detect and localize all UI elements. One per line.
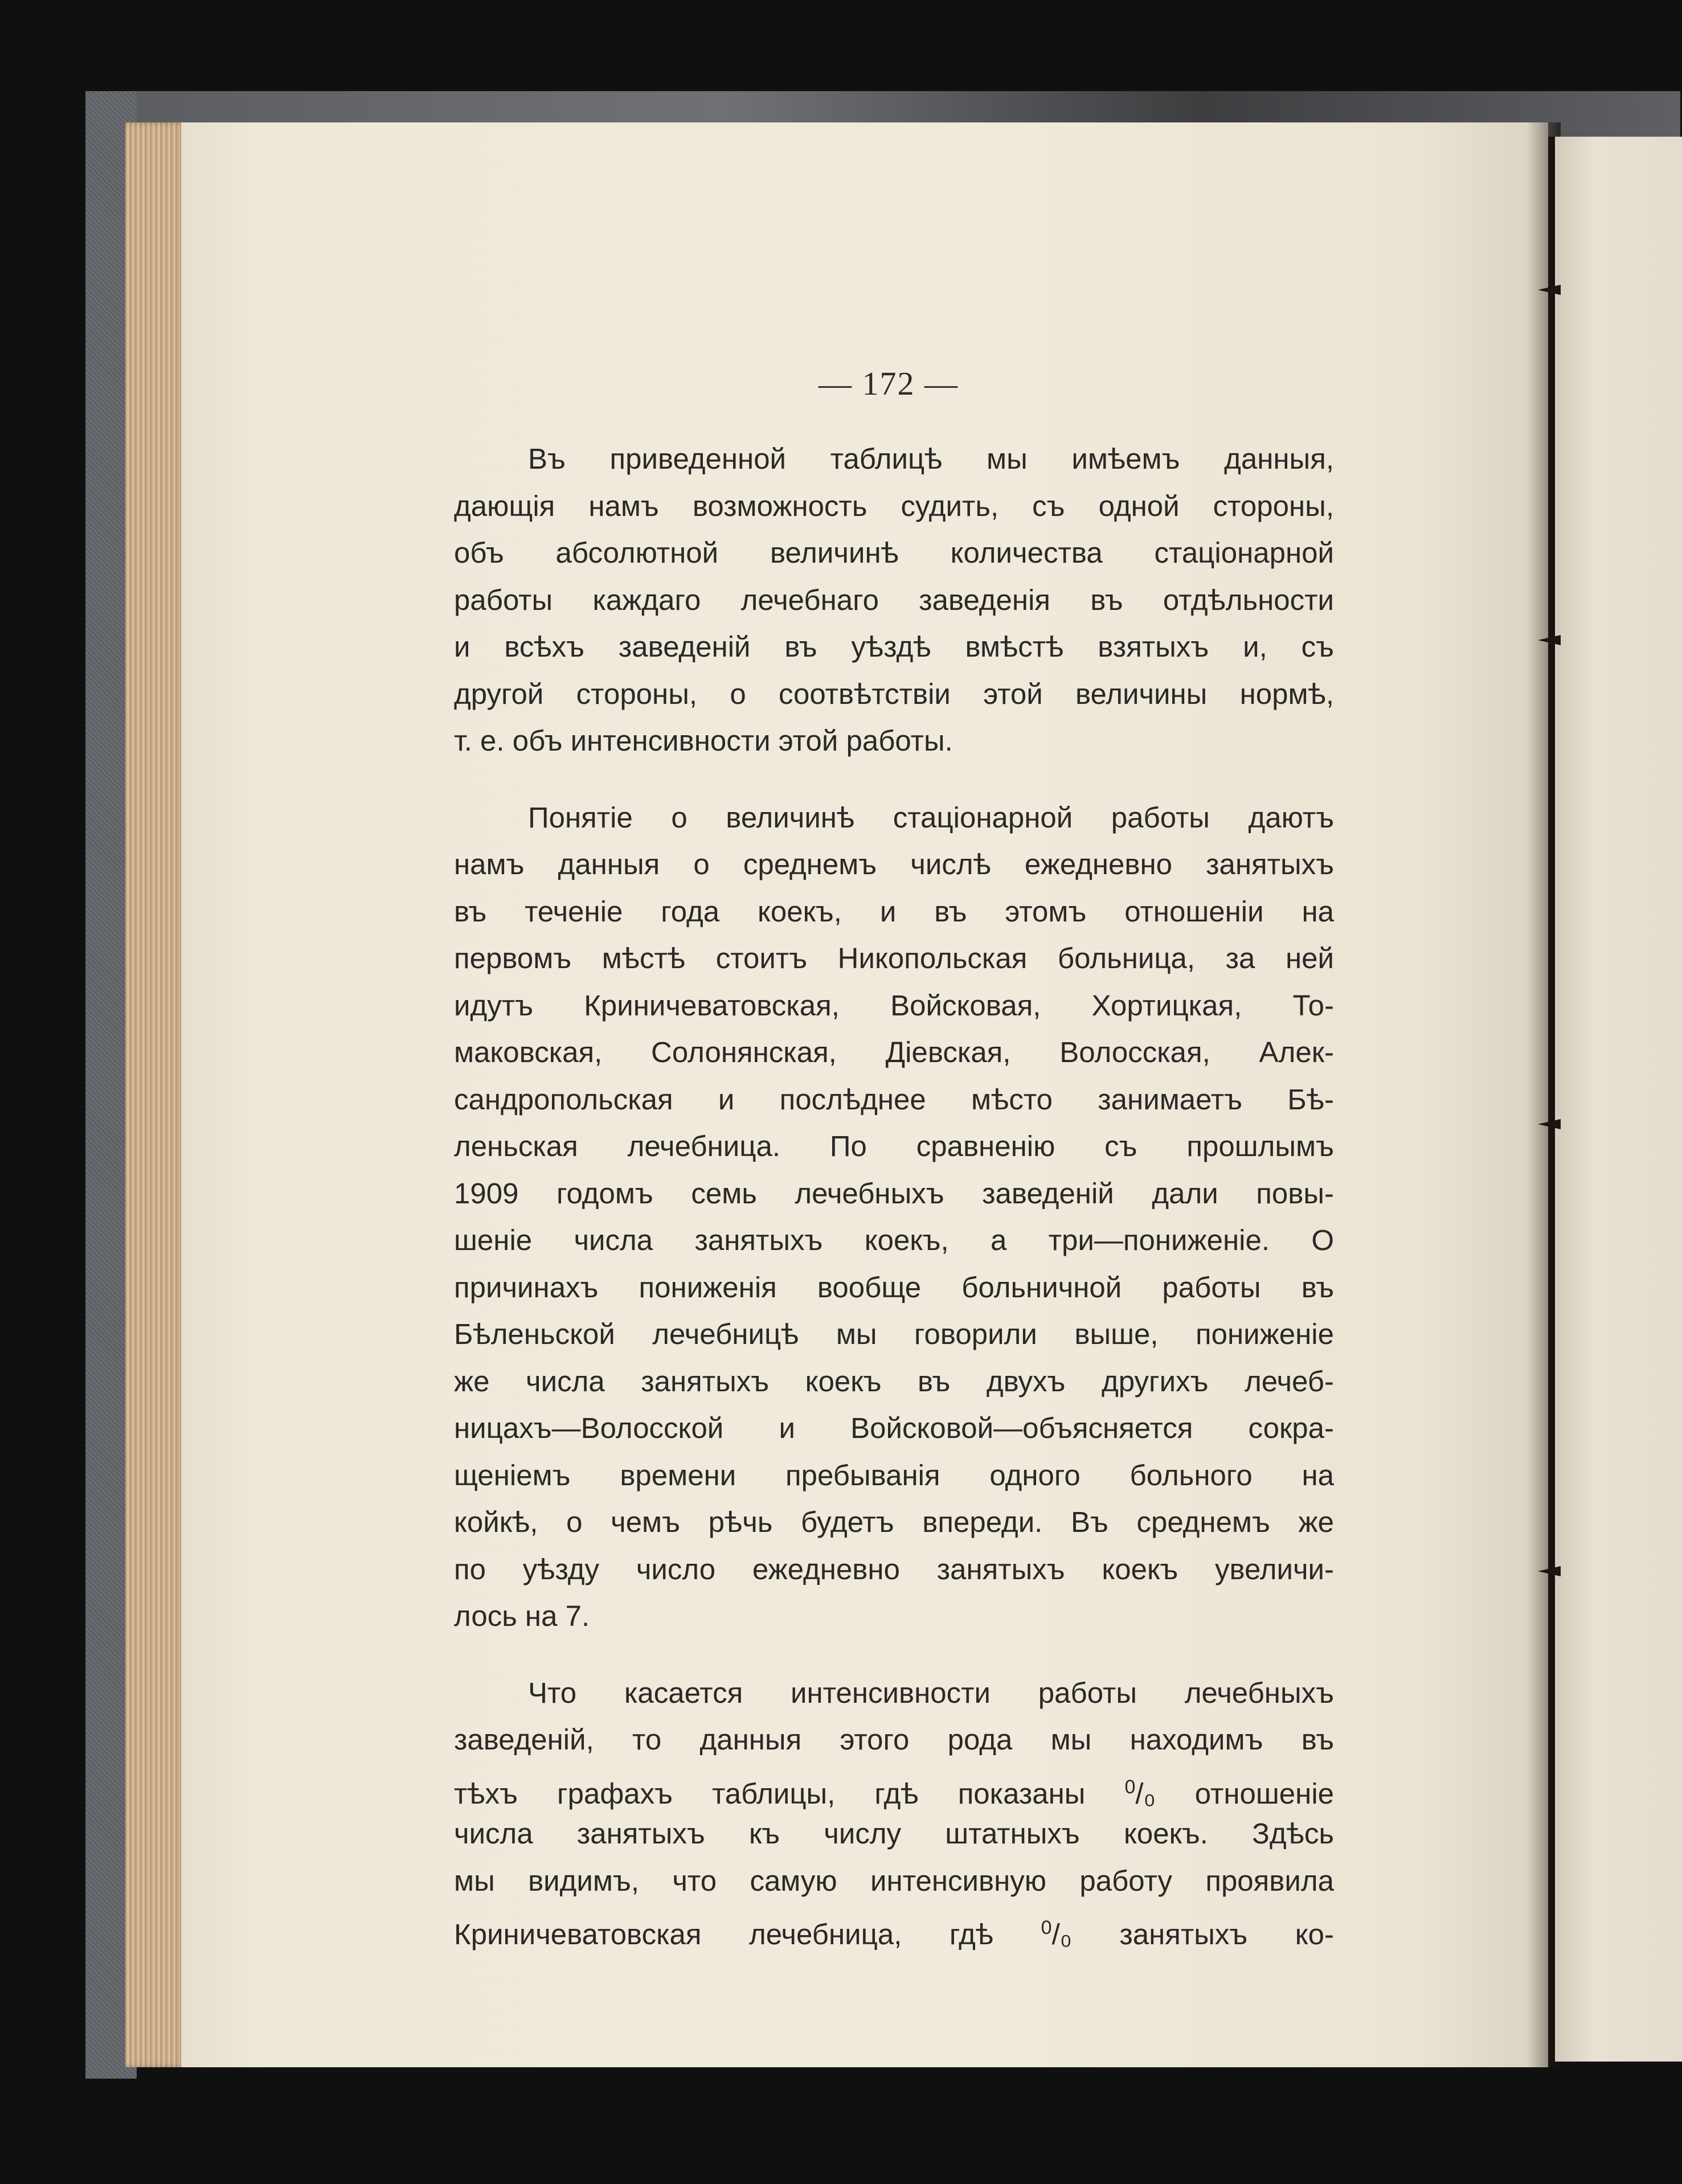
paragraph-3: [454, 1670, 1334, 1952]
text-span: Криничеватовская лечебница, гдѣ: [454, 1918, 994, 1951]
text-line: въ теченіе года коекъ, и въ этомъ отношеніи на: [454, 895, 1334, 928]
text-line: лось на 7.: [454, 1600, 590, 1632]
text-line: объ абсолютной величинѣ количества стаціонарной: [454, 536, 1334, 569]
paragraph-2: [454, 794, 1334, 1640]
text-line: заведеній, то данныя этого рода мы находимъ въ: [454, 1723, 1334, 1756]
text-line: идутъ Криничеватовская, Войсковая, Хортицкая, То-: [454, 989, 1334, 1022]
body-text: [454, 436, 1334, 1952]
percent-sign-superscript: 0: [1124, 1776, 1136, 1798]
text-line: койкѣ, о чемъ рѣчь будетъ впереди. Въ среднемъ же: [454, 1506, 1334, 1538]
text-line: [454, 1764, 1334, 1811]
text-line: мы видимъ, что самую интенсивную работу проявила: [454, 1864, 1334, 1897]
text-line: ницахъ—Волосской и Войсковой—объясняется сокра-: [454, 1412, 1334, 1444]
text-line: Бѣленьской лечебницѣ мы говорили выше, пониженіе: [454, 1318, 1334, 1350]
facing-page: [1555, 137, 1682, 2062]
text-line: причинахъ пониженія вообще больничной работы въ: [454, 1271, 1334, 1304]
text-line: щеніемъ времени пребыванія одного больного на: [454, 1458, 1334, 1491]
text-line: другой стороны, о соотвѣтствіи этой величины нормѣ,: [454, 677, 1334, 710]
text-line: же числа занятыхъ коекъ въ двухъ другихъ лечеб-: [454, 1365, 1334, 1398]
page-number: — 172 —: [819, 365, 959, 402]
text-line: первомъ мѣстѣ стоитъ Никопольская больница, за ней: [454, 942, 1334, 974]
text-span: /₀ отношеніе: [1135, 1777, 1335, 1810]
text-span: тѣхъ графахъ таблицы, гдѣ показаны: [454, 1777, 1086, 1810]
text-line: по уѣзду число ежедневно занятыхъ коекъ увеличи-: [454, 1552, 1334, 1585]
text-line: числа занятыхъ къ числу штатныхъ коекъ. Здѣсь: [454, 1817, 1334, 1850]
text-line: Что касается интенсивности работы лечебныхъ: [528, 1676, 1334, 1709]
text-line: и всѣхъ заведеній въ уѣздѣ вмѣстѣ взятыхъ и, съ: [454, 630, 1334, 663]
percent-sign-superscript: 0: [1041, 1917, 1052, 1939]
text-line: дающія намъ возможность судить, съ одной стороны,: [454, 489, 1334, 522]
text-line: Въ приведенной таблицѣ мы имѣемъ данныя,: [528, 442, 1334, 475]
text-line: сандропольская и послѣднее мѣсто занимаетъ Бѣ-: [454, 1083, 1334, 1116]
page-edges: [125, 122, 185, 2067]
text-line: Понятіе о величинѣ стаціонарной работы даютъ: [528, 801, 1334, 834]
text-line: леньская лечебница. По сравненію съ прошлымъ: [454, 1130, 1334, 1162]
text-line: 1909 годомъ семь лечебныхъ заведеній дали повы-: [454, 1177, 1334, 1210]
text-line: работы каждаго лечебнаго заведенія въ отдѣльности: [454, 583, 1334, 616]
text-line: шеніе числа занятыхъ коекъ, а три—пониженіе. О: [454, 1224, 1334, 1256]
text-span: /₀ занятыхъ ко-: [1051, 1918, 1335, 1951]
paragraph-1: [454, 436, 1334, 765]
text-line: [454, 1904, 1334, 1952]
text-line: т. е. объ интенсивности этой работы.: [454, 724, 953, 757]
text-line: намъ данныя о среднемъ числѣ ежедневно занятыхъ: [454, 848, 1334, 880]
text-line: маковская, Солонянская, Діевская, Волосская, Алек-: [454, 1036, 1334, 1068]
